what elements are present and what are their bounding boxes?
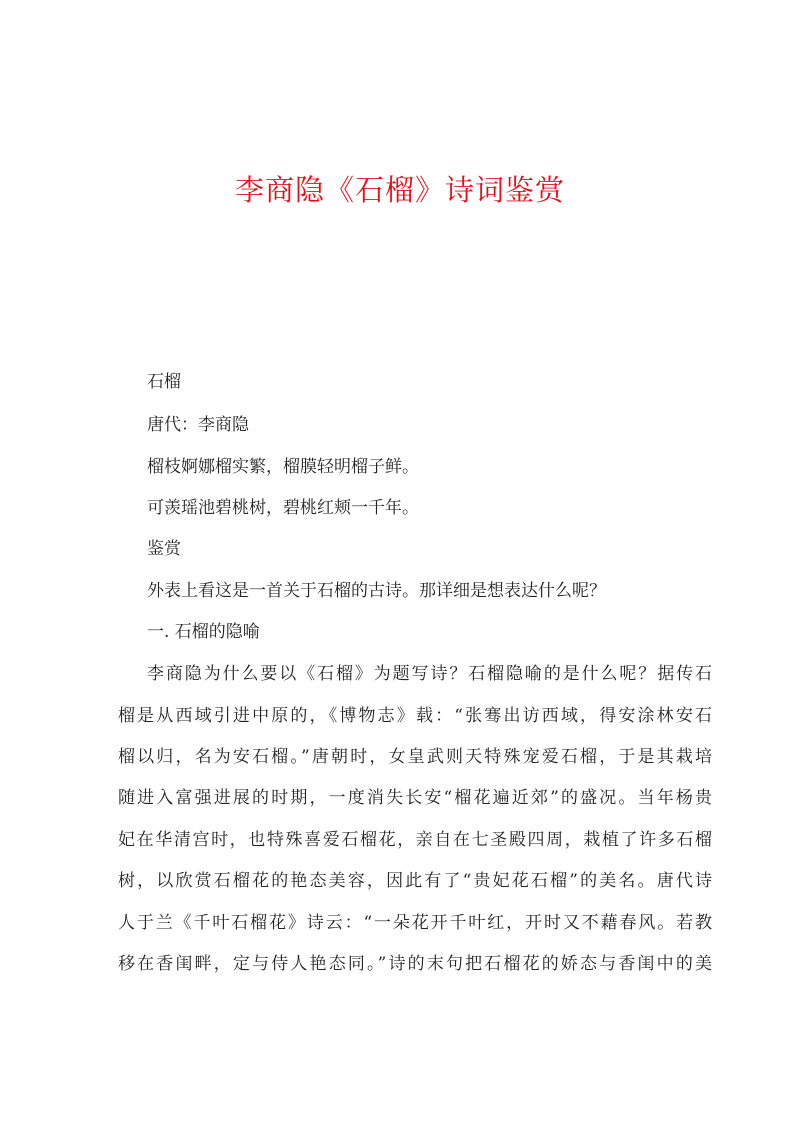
paragraph-line: 李商隐为什么要以《石榴》为题写诗？石榴隐喻的是什么呢？据传石 — [147, 664, 712, 684]
intro-text: 外表上看这是一首关于石榴的古诗。那详细是想表达什么呢？ — [147, 581, 606, 601]
document-title: 李商隐《石榴》诗词鉴赏 — [234, 173, 565, 207]
poem-author: 唐代：李商隐 — [147, 415, 249, 435]
poem-name: 石榴 — [147, 372, 181, 392]
paragraph-line: 妃在华清宫时，也特殊喜爱石榴花，亲自在七圣殿四周，栽植了许多石榴 — [118, 830, 712, 850]
paragraph-line: 榴以归，名为安石榴。”唐朝时，女皇武则天特殊宠爱石榴，于是其栽培 — [118, 747, 712, 767]
paragraph-line: 随进入富强进展的时期，一度消失长安“榴花遍近郊”的盛况。当年杨贵 — [118, 788, 712, 808]
paragraph-line: 榴是从西域引进中原的，《博物志》载：“张骞出访西域，得安涂林安石 — [118, 706, 712, 726]
section-heading: 鉴赏 — [147, 539, 181, 559]
paragraph-line: 移在香闺畔，定与侍人艳态同。”诗的末句把石榴花的娇态与香闺中的美 — [118, 954, 712, 974]
subsection-heading: 一. 石榴的隐喻 — [147, 622, 260, 642]
poem-line: 可羡瑶池碧桃树，碧桃红颊一千年。 — [147, 498, 419, 518]
paragraph-line: 树，以欣赏石榴花的艳态美容，因此有了“贵妃花石榴”的美名。唐代诗 — [118, 871, 712, 891]
paragraph-line: 人于兰《千叶石榴花》诗云：“一朵花开千叶红，开时又不藉春风。若教 — [118, 913, 712, 933]
poem-line: 榴枝婀娜榴实繁，榴膜轻明榴子鲜。 — [147, 457, 419, 477]
